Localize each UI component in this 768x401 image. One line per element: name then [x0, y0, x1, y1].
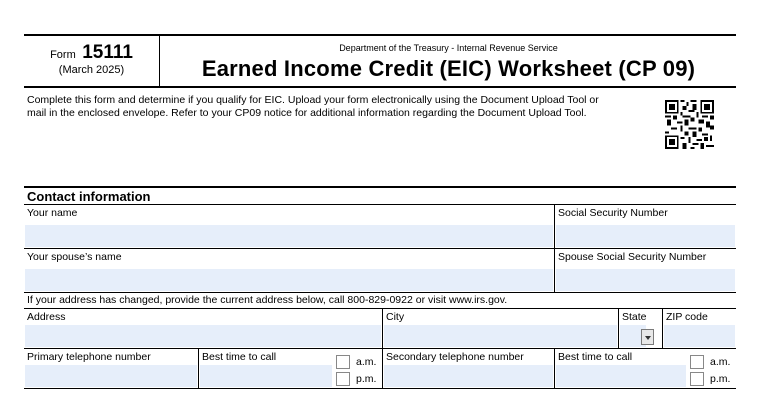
- best-time-label-2: Best time to call: [558, 351, 633, 363]
- best-time-field-2[interactable]: [556, 365, 686, 387]
- title-box: [161, 36, 736, 86]
- city-label: City: [386, 311, 405, 323]
- spouse-row: [24, 249, 736, 293]
- form-word: Form: [50, 49, 76, 61]
- zip-field[interactable]: [664, 325, 735, 347]
- spouse-ssn-label: Spouse Social Security Number: [558, 251, 707, 263]
- secondary-phone-cell: [382, 349, 554, 388]
- your-name-label: Your name: [27, 207, 78, 219]
- spouse-name-field[interactable]: [25, 269, 553, 291]
- form-page: [24, 34, 736, 389]
- ssn-label: Social Security Number: [558, 207, 668, 219]
- state-label: State: [622, 311, 647, 323]
- spouse-name-cell: [24, 249, 554, 292]
- form-date: (March 2025): [58, 64, 125, 76]
- pm-checkbox-2[interactable]: [690, 372, 704, 386]
- state-cell: [618, 309, 662, 348]
- form-title: Earned Income Credit (EIC) Worksheet (CP 09): [201, 56, 696, 81]
- city-cell: [382, 309, 618, 348]
- address-change-note: If your address has changed, provide the current address below, call 800-829-0922 or visit www.irs.gov.: [24, 293, 736, 309]
- form-header: [24, 34, 736, 88]
- secondary-phone-label: Secondary telephone number: [386, 351, 524, 363]
- form-number: 15111: [82, 42, 133, 63]
- address-cell: [24, 309, 382, 348]
- pm-label-1: p.m.: [356, 373, 377, 385]
- your-name-field[interactable]: [25, 225, 553, 247]
- form-number-line: [24, 42, 159, 64]
- ssn-field[interactable]: [556, 225, 735, 247]
- ssn-cell: [554, 205, 736, 248]
- spouse-ssn-field[interactable]: [556, 269, 735, 291]
- zip-label: ZIP code: [666, 311, 708, 323]
- intro-text: Complete this form and determine if you qualify for EIC. Upload your form electronically using the Document Upload Tool or mail in the enclosed envelope. Refer to your CP09 notice for additional information regarding the Document Upload Tool.: [27, 94, 599, 119]
- name-row: [24, 205, 736, 249]
- best-time-cell-2: [554, 349, 736, 388]
- pm-checkbox-1[interactable]: [336, 372, 350, 386]
- am-label-1: a.m.: [356, 356, 377, 368]
- department-line: Department of the Treasury - Internal Revenue Service: [339, 43, 558, 53]
- address-row: [24, 309, 736, 349]
- dropdown-arrow-icon: [645, 336, 651, 340]
- your-name-cell: [24, 205, 554, 248]
- am-checkbox-1[interactable]: [336, 355, 350, 369]
- primary-phone-field[interactable]: [25, 365, 197, 387]
- primary-phone-label: Primary telephone number: [27, 351, 151, 363]
- intro-section: [24, 88, 736, 186]
- best-time-label-1: Best time to call: [202, 351, 277, 363]
- contact-section-title: Contact information: [24, 186, 736, 205]
- form-id-box: [24, 36, 160, 86]
- spouse-name-label: Your spouse’s name: [27, 251, 122, 263]
- address-field[interactable]: [25, 325, 381, 347]
- best-time-field-1[interactable]: [200, 365, 332, 387]
- address-label: Address: [27, 311, 66, 323]
- secondary-phone-field[interactable]: [384, 365, 553, 387]
- pm-label-2: p.m.: [710, 373, 731, 385]
- am-checkbox-2[interactable]: [690, 355, 704, 369]
- spouse-ssn-cell: [554, 249, 736, 292]
- best-time-cell-1: [198, 349, 382, 388]
- phone-row: [24, 349, 736, 389]
- primary-phone-cell: [24, 349, 198, 388]
- state-dropdown-button[interactable]: [641, 329, 654, 345]
- city-field[interactable]: [384, 325, 617, 347]
- qr-code-icon: [665, 100, 714, 149]
- zip-cell: [662, 309, 736, 348]
- am-label-2: a.m.: [710, 356, 731, 368]
